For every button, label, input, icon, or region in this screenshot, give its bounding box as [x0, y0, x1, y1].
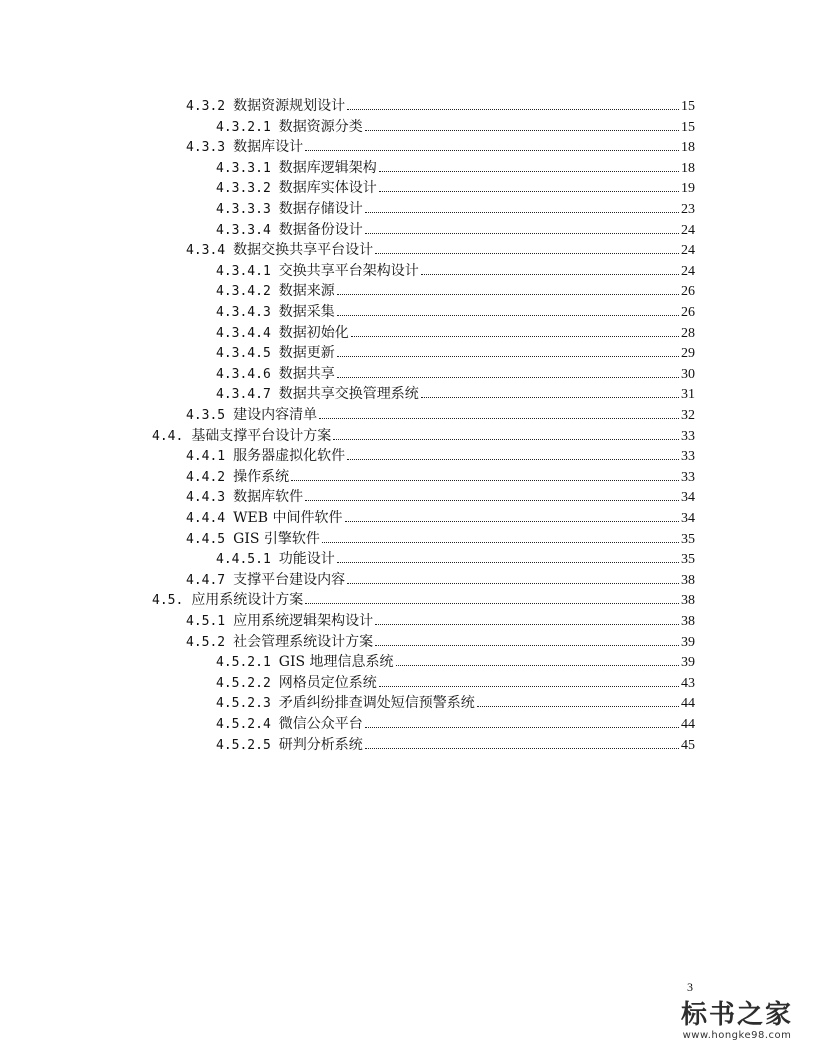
toc-entry-title: GIS 地理信息系统: [278, 654, 394, 671]
toc-entry-number: 4.3.4.7: [216, 387, 271, 403]
toc-entry-number: 4.4.1: [186, 449, 226, 465]
toc-entry-leader: [365, 212, 679, 213]
toc-entry-number: 4.3.4: [186, 243, 226, 259]
toc-entry-title: 应用系统逻辑架构设计: [233, 613, 374, 629]
watermark-text: 标书之家: [680, 1000, 793, 1030]
toc-entry-page: 30: [681, 366, 695, 382]
toc-entry: [216, 323, 695, 344]
toc-entry-number: 4.3.4.4: [216, 325, 271, 341]
toc-entry-number: 4.3.4.3: [216, 305, 271, 320]
toc-entry-title: WEB 中间件软件: [233, 510, 343, 526]
toc-entry-page: 15: [681, 99, 695, 114]
toc-entry-number: 4.4.: [152, 428, 184, 444]
toc-entry-page: 33: [681, 449, 695, 465]
toc-entry-leader: [365, 233, 679, 234]
toc-entry-title: GIS 引擎软件: [233, 530, 320, 547]
toc-entry-leader: [347, 459, 679, 460]
toc-entry: [186, 137, 695, 158]
toc-entry: [216, 199, 695, 220]
toc-entry: [216, 178, 695, 199]
toc-entry-title: 交换共享平台架构设计: [278, 262, 419, 279]
toc-entry-leader: [421, 397, 679, 398]
toc-entry: [216, 281, 695, 302]
toc-entry-number: 4.3.3.2: [216, 181, 271, 197]
toc-entry-title: 应用系统设计方案: [191, 592, 304, 609]
toc-entry-number: 4.4.4: [186, 511, 226, 526]
toc-entry-number: 4.3.5: [186, 408, 226, 423]
toc-entry: [216, 220, 695, 241]
toc-entry-number: 4.3.4.6: [216, 366, 271, 382]
toc-entry-page: 18: [681, 160, 695, 176]
toc-entry-title: 数据来源: [278, 283, 335, 300]
toc-entry-leader: [305, 150, 679, 151]
toc-entry: [216, 735, 695, 756]
toc-entry-page: 38: [681, 614, 695, 629]
toc-entry-leader: [333, 439, 679, 440]
toc-entry-number: 4.5.2.2: [216, 675, 271, 691]
toc-entry-leader: [291, 480, 679, 481]
toc-entry-leader: [421, 274, 679, 275]
toc-entry-page: 43: [681, 675, 695, 691]
toc-entry: [216, 714, 695, 735]
toc-entry-title: 矛盾纠纷排查调处短信预警系统: [278, 695, 475, 712]
toc-entry-title: 数据资源规划设计: [233, 98, 346, 114]
watermark-logo: [678, 1000, 796, 1041]
toc-entry-title: 数据共享交换管理系统: [278, 386, 419, 403]
toc-entry-title: 数据更新: [278, 345, 335, 362]
toc-entry-page: 24: [681, 222, 695, 238]
toc-entry: [186, 632, 695, 653]
toc-entry-leader: [375, 645, 679, 646]
toc-entry: [216, 158, 695, 179]
toc-entry-page: 23: [681, 202, 695, 217]
toc-entry: [186, 240, 695, 261]
toc-entry-leader: [379, 686, 679, 687]
toc-entry: [216, 384, 695, 405]
toc-entry-title: 建设内容清单: [233, 407, 318, 423]
toc-entry-number: 4.4.3: [186, 490, 226, 506]
toc-entry: [216, 261, 695, 282]
toc-entry: [186, 96, 695, 117]
toc-entry-page: 34: [681, 490, 695, 506]
toc-entry-leader: [337, 377, 679, 378]
toc-entry-title: 操作系统: [233, 468, 290, 485]
toc-entry-number: 4.3.4.5: [216, 346, 271, 362]
toc-entry-page: 24: [681, 263, 695, 279]
toc-entry-title: 数据共享: [278, 365, 335, 382]
toc-entry-number: 4.3.3.4: [216, 222, 271, 238]
toc-entry-page: 38: [681, 572, 695, 588]
toc-entry: [216, 302, 695, 323]
toc-entry: [186, 508, 695, 529]
toc-entry-page: 18: [681, 140, 695, 156]
toc-entry-page: 24: [681, 243, 695, 259]
toc-entry-title: 数据库逻辑架构: [278, 159, 377, 176]
toc-entry-title: 服务器虚拟化软件: [233, 448, 346, 465]
toc-entry-page: 26: [681, 305, 695, 320]
toc-entry-page: 33: [681, 428, 695, 444]
toc-entry-leader: [365, 748, 679, 749]
toc-entry-number: 4.5.: [152, 593, 184, 609]
toc-entry: [152, 426, 695, 447]
toc-entry-leader: [477, 706, 679, 707]
toc-entry-leader: [396, 665, 679, 666]
toc-entry-number: 4.4.2: [186, 469, 226, 485]
toc-entry-leader: [345, 521, 680, 522]
toc-entry-title: 数据资源分类: [278, 118, 363, 135]
toc-entry: [216, 117, 695, 138]
toc-entry-number: 4.3.4.2: [216, 284, 271, 300]
toc-entry-title: 支撑平台建设内容: [233, 571, 346, 588]
toc-entry-title: 社会管理系统设计方案: [233, 633, 374, 650]
toc-entry-leader: [322, 542, 679, 543]
toc-entry-leader: [375, 624, 679, 625]
toc-entry-number: 4.5.2.5: [216, 737, 271, 753]
toc-entry-number: 4.4.5: [186, 531, 226, 547]
toc-entry-number: 4.3.4.1: [216, 263, 271, 279]
toc-entry-number: 4.5.2.3: [216, 696, 271, 712]
toc-entry-title: 数据库实体设计: [278, 180, 377, 197]
toc-entry: [216, 652, 695, 673]
toc-entry-title: 研判分析系统: [278, 736, 363, 753]
toc-entry-page: 38: [681, 593, 695, 609]
toc-entry-title: 数据存储设计: [278, 201, 363, 217]
toc-entry-leader: [337, 294, 679, 295]
toc-entry-page: 34: [681, 511, 695, 526]
toc-entry-leader: [305, 603, 679, 604]
toc-entry-page: 39: [681, 655, 695, 671]
toc-entry-number: 4.3.2: [186, 99, 226, 114]
toc-entry-leader: [337, 315, 679, 316]
toc-entry-number: 4.3.3: [186, 140, 226, 156]
toc-entry-leader: [337, 356, 679, 357]
toc-entry: [186, 405, 695, 426]
toc-entry-leader: [365, 130, 679, 131]
toc-entry-page: 44: [681, 717, 695, 732]
toc-entry: [186, 570, 695, 591]
toc-entry: [186, 467, 695, 488]
toc-entry-leader: [351, 336, 679, 337]
toc-entry-leader: [337, 562, 679, 563]
watermark-url: www.hongke98.com: [682, 1030, 792, 1041]
page-number: 3: [687, 980, 693, 994]
toc-entry-page: 15: [681, 119, 695, 135]
toc-entry: [186, 529, 695, 550]
toc-entry-page: 26: [681, 284, 695, 300]
toc-entry-leader: [375, 253, 679, 254]
toc-entry-leader: [347, 583, 679, 584]
toc-entry-number: 4.3.3.3: [216, 202, 271, 217]
toc-entry-title: 数据采集: [278, 304, 335, 320]
toc-entry-number: 4.5.2.4: [216, 717, 271, 732]
toc-entry: [186, 446, 695, 467]
toc-entry-page: 19: [681, 181, 695, 197]
toc-entry-title: 基础支撑平台设计方案: [191, 427, 332, 444]
toc-entry-leader: [379, 191, 679, 192]
toc-entry-title: 数据备份设计: [278, 221, 363, 238]
toc-entry-number: 4.5.2.1: [216, 655, 271, 671]
toc-entry-page: 44: [681, 696, 695, 712]
toc-entry-title: 数据交换共享平台设计: [233, 242, 374, 259]
toc-entry-page: 39: [681, 634, 695, 650]
toc-entry-number: 4.3.3.1: [216, 160, 271, 176]
toc-entry-title: 微信公众平台: [278, 716, 363, 732]
toc-entry-number: 4.4.5.1: [216, 552, 271, 568]
toc-entry-title: 网格员定位系统: [278, 674, 377, 691]
toc-entry: [186, 487, 695, 508]
toc-entry-page: 45: [681, 737, 695, 753]
toc-entry-number: 4.3.2.1: [216, 119, 271, 135]
toc-entry-leader: [347, 109, 679, 110]
toc-entry: [216, 673, 695, 694]
toc-entry: [216, 364, 695, 385]
toc-entry-number: 4.5.1: [186, 614, 226, 629]
toc-entry-page: 35: [681, 552, 695, 568]
toc-entry-title: 数据初始化: [278, 324, 349, 341]
toc-entry-page: 35: [681, 531, 695, 547]
toc-entry-leader: [365, 727, 679, 728]
toc-entry-page: 32: [681, 408, 695, 423]
toc-entry-page: 29: [681, 346, 695, 362]
toc-entry-leader: [305, 500, 679, 501]
toc-entry-page: 33: [681, 469, 695, 485]
toc-entry: [216, 549, 695, 570]
toc-entry-page: 31: [681, 387, 695, 403]
toc-entry-number: 4.5.2: [186, 634, 226, 650]
toc-entry-leader: [319, 418, 679, 419]
toc-entry-title: 数据库设计: [233, 139, 304, 156]
toc-entry-leader: [379, 171, 679, 172]
toc-entry-title: 数据库软件: [233, 489, 304, 506]
toc-entry: [216, 693, 695, 714]
toc-entry-title: 功能设计: [278, 551, 335, 568]
toc-entry: [152, 590, 695, 611]
toc-entry-number: 4.4.7: [186, 572, 226, 588]
toc-entry-page: 28: [681, 325, 695, 341]
toc-entry: [186, 611, 695, 632]
toc-entry: [216, 343, 695, 364]
